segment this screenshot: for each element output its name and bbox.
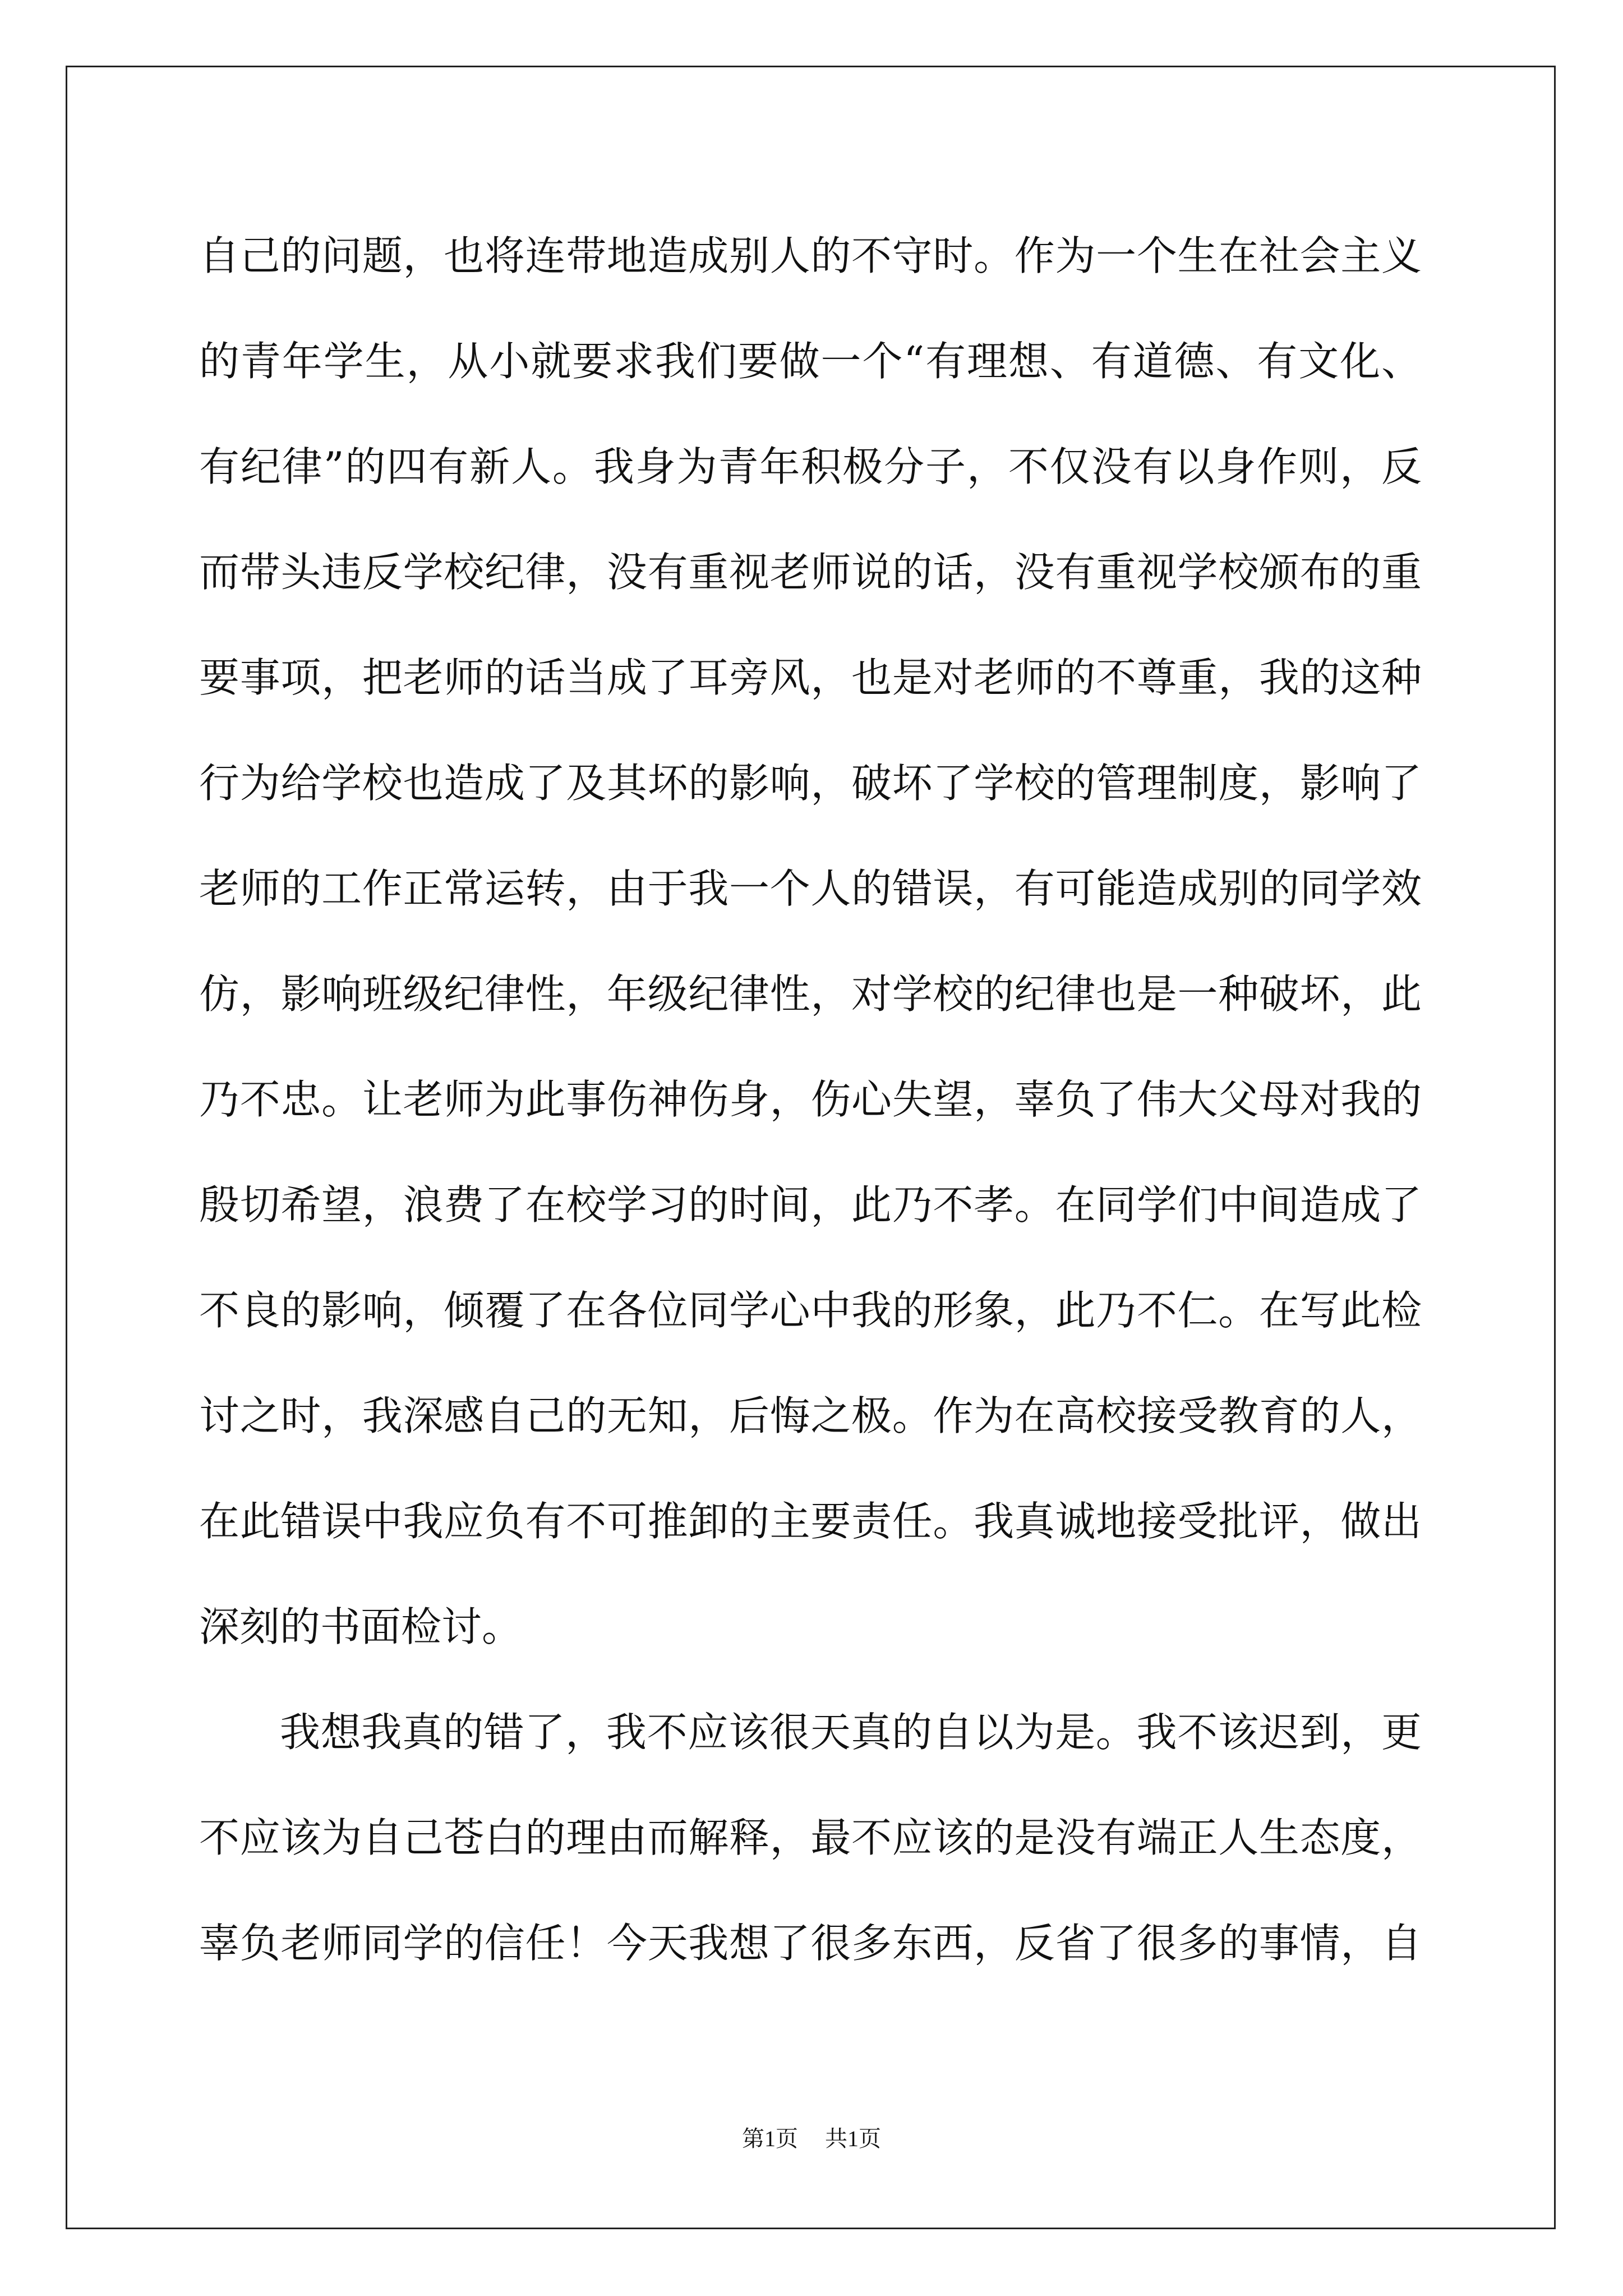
text-line: 老师的工作正常运转，由于我一个人的错误，有可能造成别的同学效 bbox=[199, 865, 1422, 912]
text-line: 辜负老师同学的信任！今天我想了很多东西，反省了很多的事情，自 bbox=[199, 1920, 1422, 1967]
text-line: 不良的影响，倾覆了在各位同学心中我的形象，此乃不仁。在写此检 bbox=[199, 1287, 1422, 1334]
text-line: 行为给学校也造成了及其坏的影响，破坏了学校的管理制度，影响了 bbox=[199, 760, 1422, 807]
page-total: 共1页 bbox=[825, 2126, 881, 2151]
text-line: 要事项，把老师的话当成了耳旁风，也是对老师的不尊重，我的这种 bbox=[199, 654, 1422, 701]
page-number: 第1页 bbox=[742, 2126, 798, 2151]
text-line: 自己的问题，也将连带地造成别人的不守时。作为一个生在社会主义 bbox=[199, 232, 1422, 279]
text-line: 而带头违反学校纪律，没有重视老师说的话，没有重视学校颁布的重 bbox=[199, 549, 1422, 596]
text-line: 在此错误中我应负有不可推卸的主要责任。我真诚地接受批评，做出 bbox=[199, 1498, 1422, 1545]
paragraph-2 bbox=[199, 1680, 1422, 1996]
text-line: 讨之时，我深感自己的无知，后悔之极。作为在高校接受教育的人， bbox=[199, 1392, 1422, 1439]
text-line: 有纪律”的四有新人。我身为青年积极分子，不仅没有以身作则，反 bbox=[199, 443, 1422, 490]
text-line: 不应该为自己苍白的理由而解释，最不应该的是没有端正人生态度， bbox=[199, 1814, 1422, 1861]
text-line: 乃不忠。让老师为此事伤神伤身，伤心失望，辜负了伟大父母对我的 bbox=[199, 1076, 1422, 1123]
paragraph-1 bbox=[199, 203, 1422, 1680]
page-footer bbox=[0, 2125, 1623, 2153]
text-line: 深刻的书面检讨。 bbox=[199, 1603, 523, 1650]
text-line: 的青年学生，从小就要求我们要做一个“有理想、有道德、有文化、 bbox=[199, 338, 1422, 385]
text-line: 殷切希望，浪费了在校学习的时间，此乃不孝。在同学们中间造成了 bbox=[199, 1181, 1422, 1228]
document-body bbox=[199, 203, 1422, 1996]
text-line: 我想我真的错了，我不应该很天真的自以为是。我不该迟到，更 bbox=[280, 1709, 1422, 1756]
text-line: 仿，影响班级纪律性，年级纪律性，对学校的纪律也是一种破坏，此 bbox=[199, 970, 1422, 1018]
